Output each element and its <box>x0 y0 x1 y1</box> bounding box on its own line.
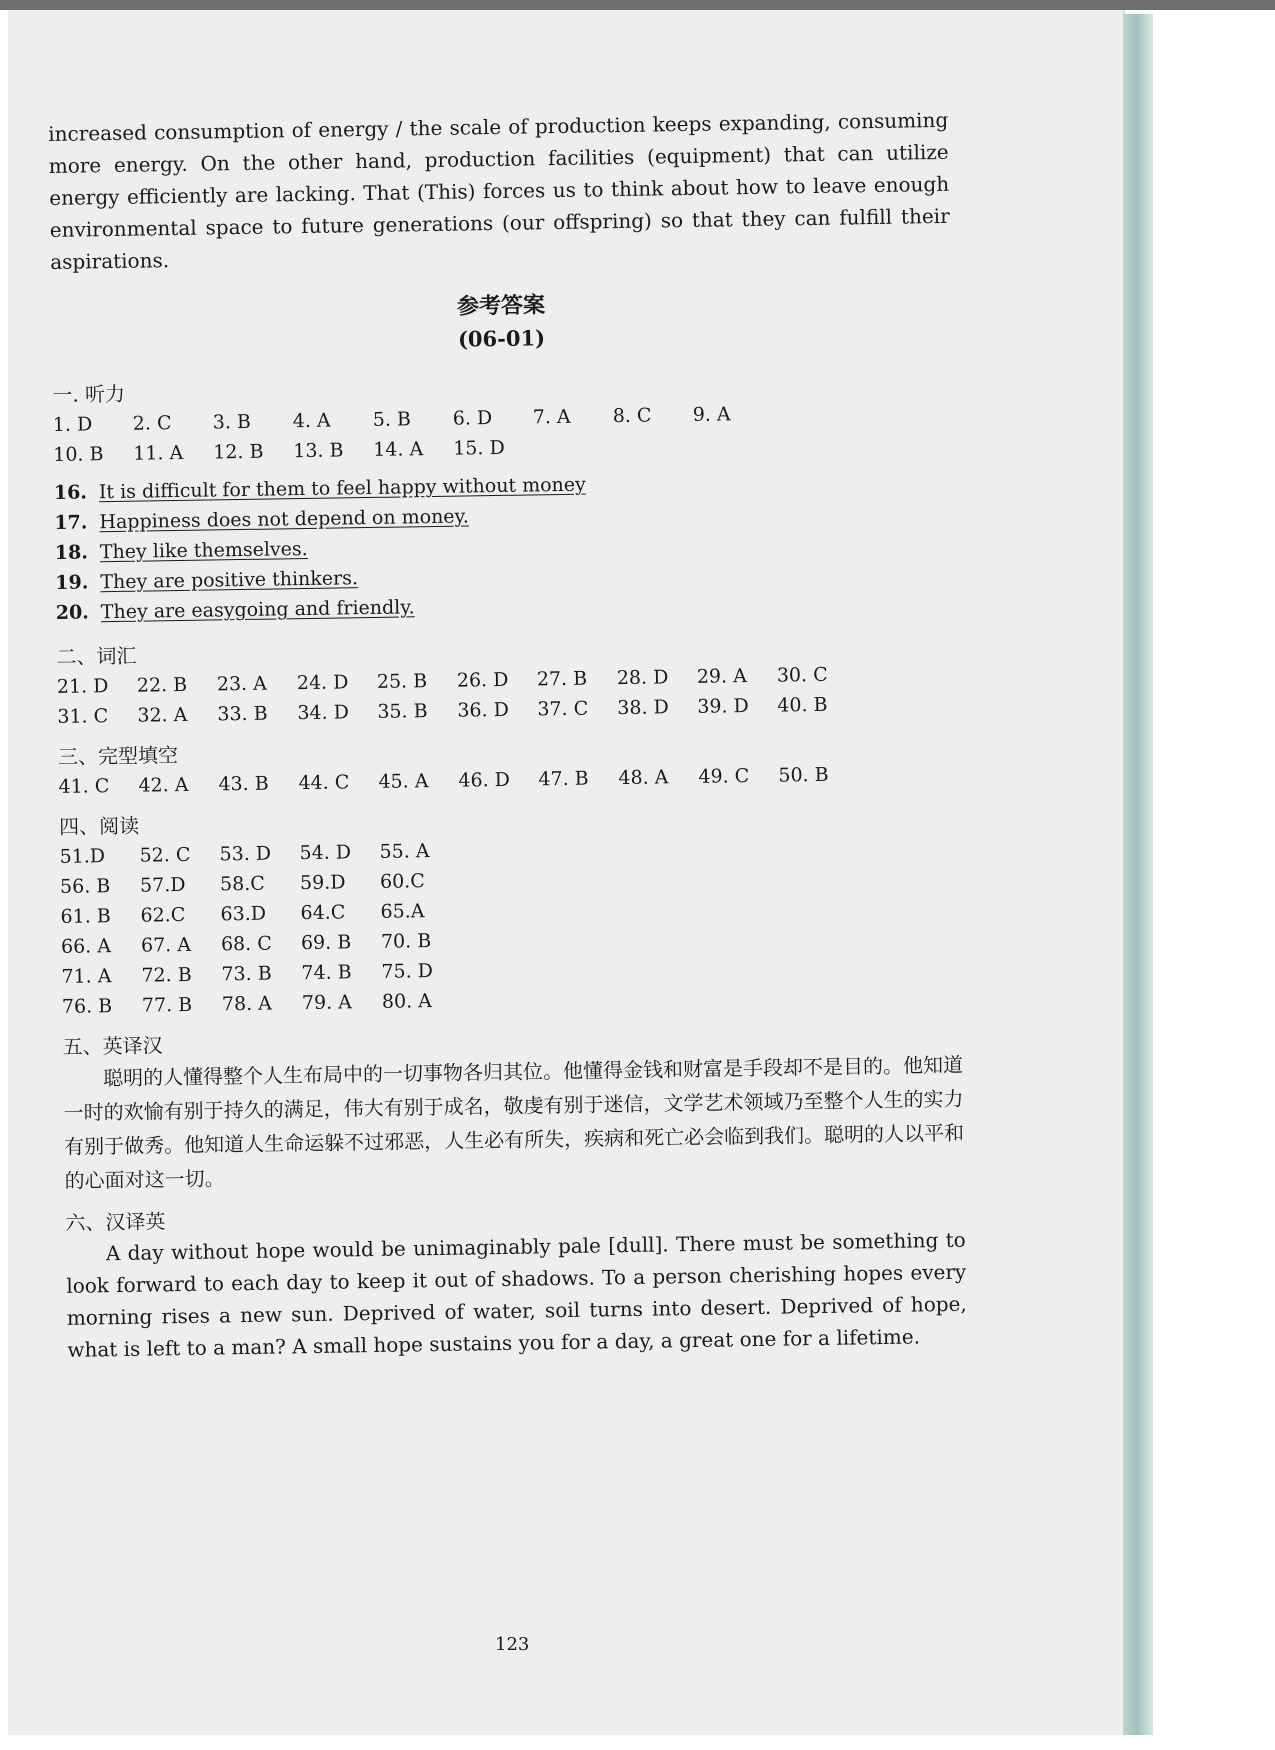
answer-item: 55. A <box>379 840 430 863</box>
answer-item: 28. D <box>616 666 669 690</box>
answer-item: 42. A <box>138 773 189 797</box>
answer-item: 44. C <box>298 771 350 795</box>
page-title: 参考答案 <box>456 292 546 320</box>
answer-item: 60.C <box>379 870 425 893</box>
answer-item: 1. D <box>52 413 93 436</box>
sentence-text: They are easygoing and friendly. <box>100 596 415 624</box>
answer-item: 35. B <box>377 700 428 723</box>
translation-text: 聪明的人懂得整个人生布局中的一切事物各归其位。他懂得金钱和财富是手段却不是目的。他知道一时的欢愉有别于持久的满足，伟大有别于成名，敬虔有别于迷信，文学艺术领域乃至整个人生的实力有别于做秀。他知道人生命运躲不过邪恶，人生必有所失，疾病和死亡必会临到我们。聪明的人以平和的心面对这一切。 <box>63 1052 965 1193</box>
answer-item: 25. B <box>376 670 428 693</box>
answer-item: 24. D <box>296 671 349 695</box>
answer-item: 74. B <box>301 961 352 985</box>
answer-item: 66. A <box>60 935 112 958</box>
answers-listening <box>53 396 954 470</box>
answer-item: 56. B <box>59 875 111 898</box>
answer-item: 61. B <box>60 905 111 928</box>
translation-text: A day without hope would be unimaginably pale [dull]. There must be something to look forward to each day to keep it out of shadows. To a person cherishing hopes every morning rises a new sun. Deprived of water, soil turns into desert. Deprived of hope, what is left to a man? A small hope sustains you for a day, a great one for a lifetime. <box>66 1227 967 1362</box>
answer-item: 21. D <box>56 675 109 698</box>
answer-item: 8. C <box>612 404 652 428</box>
answer-item: 67. A <box>140 933 192 957</box>
answer-item: 45. A <box>378 770 429 793</box>
answer-item: 80. A <box>381 990 433 1013</box>
answer-item: 73. B <box>221 962 272 986</box>
answer-item: 46. D <box>458 768 511 792</box>
intro-paragraph: increased consumption of energy / the scale of production keeps expanding, consuming more energy. On the other hand, production facilities (equipment) that can utilize energy efficiently are lacking. That (This) forces us to think about how to leave enough environmental space to future generations (our offspring) so that they can fulfill their aspirations. <box>48 107 950 274</box>
answer-item: 57.D <box>139 873 186 897</box>
answer-item: 51.D <box>59 845 106 868</box>
answer-item: 33. B <box>217 702 268 726</box>
answer-item: 76. B <box>61 995 113 1018</box>
section-zh-to-en <box>65 1194 967 1366</box>
section-cloze <box>58 728 959 802</box>
answer-item: 29. A <box>696 665 748 688</box>
page-number: 123 <box>495 1634 530 1655</box>
answer-item: 75. D <box>381 960 434 983</box>
answer-item: 4. A <box>292 409 331 433</box>
answer-item: 53. D <box>219 842 272 866</box>
answer-item: 58.C <box>219 872 265 896</box>
answer-item: 10. B <box>53 443 104 466</box>
answer-item: 41. C <box>58 775 110 798</box>
answer-item: 38. D <box>617 696 670 720</box>
answer-item: 14. A <box>373 438 424 461</box>
answer-item: 49. C <box>698 765 750 788</box>
answer-item: 12. B <box>213 440 264 464</box>
answer-item: 78. A <box>221 992 273 1016</box>
sentence-number: 16. <box>53 481 88 504</box>
sentence-number: 17. <box>54 511 88 534</box>
answer-item: 59.D <box>299 871 346 895</box>
answer-item: 31. C <box>57 705 109 728</box>
page-subtitle: (06-01) <box>457 325 546 352</box>
answer-item: 52. C <box>139 843 191 867</box>
section-heading: 二、词汇 <box>56 643 137 669</box>
answer-item: 7. A <box>532 405 571 429</box>
answer-item: 2. C <box>132 412 172 435</box>
answer-item: 71. A <box>61 965 112 988</box>
answer-item: 79. A <box>301 991 353 1015</box>
answer-item: 47. B <box>538 767 589 791</box>
answer-item: 65.A <box>380 900 425 923</box>
answer-item: 64.C <box>300 901 346 925</box>
section-listening <box>52 366 956 628</box>
answer-item: 13. B <box>293 439 344 463</box>
answer-item: 22. B <box>136 673 188 697</box>
answer-item: 27. B <box>536 667 588 691</box>
page-edge-shadow <box>1123 14 1153 1735</box>
section-heading: 三、完型填空 <box>57 743 179 769</box>
answer-item: 72. B <box>141 963 192 987</box>
answer-item: 6. D <box>452 407 493 430</box>
sentence-text: It is difficult for them to feel happy without money <box>98 473 586 504</box>
answer-item: 40. B <box>777 693 828 717</box>
section-reading <box>59 798 962 1022</box>
answer-item: 3. B <box>212 410 252 434</box>
sentence-text: They like themselves. <box>99 537 308 564</box>
section-heading: 一. 听力 <box>52 381 126 407</box>
page-content <box>48 104 967 1366</box>
sentence-text: They are positive thinkers. <box>100 567 359 594</box>
section-vocabulary <box>56 628 957 732</box>
answer-item: 68. C <box>220 932 272 956</box>
answer-item: 70. B <box>380 930 432 953</box>
section-en-to-zh <box>62 1018 964 1198</box>
answer-item: 32. A <box>137 703 188 727</box>
sentence-text: Happiness does not depend on money. <box>99 505 470 534</box>
section-heading: 六、汉译英 <box>65 1209 166 1235</box>
answer-item: 62.C <box>140 903 186 927</box>
answer-item: 63.D <box>220 902 267 926</box>
scan-edge <box>0 0 1275 10</box>
section-heading: 四、阅读 <box>58 813 140 839</box>
answer-item: 39. D <box>697 695 749 718</box>
answer-item: 34. D <box>297 701 350 725</box>
answer-item: 54. D <box>299 841 352 865</box>
answer-item: 77. B <box>141 993 193 1017</box>
answer-item: 69. B <box>300 931 352 955</box>
sentence-number: 18. <box>54 541 89 564</box>
answer-item: 30. C <box>776 663 828 687</box>
answer-item: 43. B <box>218 772 269 796</box>
answers-vocabulary <box>57 658 958 732</box>
section-heading: 五、英译汉 <box>62 1033 163 1059</box>
sentence-number: 19. <box>55 571 89 594</box>
answer-item: 5. B <box>372 408 412 431</box>
answer-item: 11. A <box>133 441 184 465</box>
answer-item: 23. A <box>216 672 268 696</box>
answer-item: 37. C <box>537 697 589 721</box>
answer-item: 36. D <box>457 698 510 722</box>
answer-item: 48. A <box>618 766 669 790</box>
answers-reading <box>59 828 962 1022</box>
answer-item: 9. A <box>692 403 731 426</box>
answer-item: 26. D <box>456 668 509 692</box>
answer-item: 50. B <box>778 763 829 787</box>
answer-item: 15. D <box>453 436 505 460</box>
sentence-number: 20. <box>55 601 90 624</box>
listening-sentences <box>54 464 956 628</box>
